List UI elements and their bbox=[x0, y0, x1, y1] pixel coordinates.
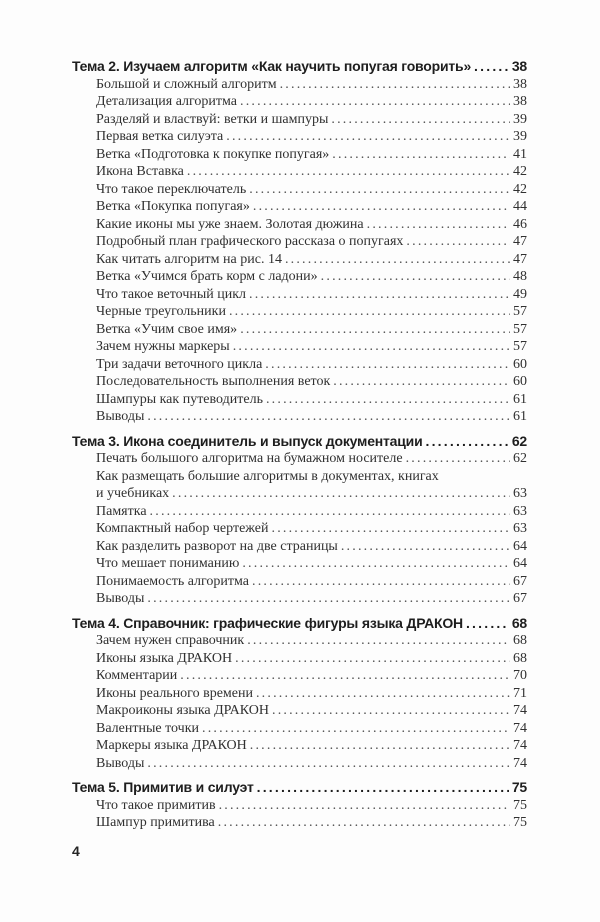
toc-item bbox=[72, 650, 527, 668]
dot-leader bbox=[253, 198, 510, 216]
dot-leader bbox=[147, 590, 510, 608]
toc-item-page: 48 bbox=[513, 269, 527, 284]
toc-section-title: Тема 4. Справочник: графические фигуры языка ДРАКОН bbox=[72, 614, 463, 631]
toc-item bbox=[72, 373, 527, 391]
toc-item-page: 42 bbox=[513, 164, 527, 179]
toc-item bbox=[72, 632, 527, 650]
toc-item bbox=[72, 408, 527, 426]
toc-item bbox=[72, 814, 527, 832]
toc-item bbox=[72, 503, 527, 521]
toc-item bbox=[72, 450, 527, 468]
toc-item-label: и учебниках bbox=[96, 486, 170, 501]
dot-leader bbox=[257, 779, 509, 797]
toc-item-label: Понимаемость алгоритма bbox=[96, 573, 250, 589]
dot-leader bbox=[256, 685, 510, 703]
toc-item-label: Иконы языка ДРАКОН bbox=[96, 650, 233, 666]
dot-leader bbox=[187, 163, 510, 181]
toc-item-label: Большой и сложный алгоритм bbox=[96, 76, 277, 92]
toc-item-page: 74 bbox=[513, 720, 527, 736]
toc-item-label: Первая ветка силуэта bbox=[96, 129, 224, 144]
toc-item-label: Зачем нужен справочник bbox=[96, 633, 245, 648]
toc-item-label: Подробный план графического рассказа о попугаях bbox=[96, 234, 404, 249]
toc-item bbox=[72, 520, 527, 538]
toc-item-label: Иконы реального времени bbox=[96, 685, 253, 701]
toc-item bbox=[72, 93, 527, 111]
toc-item-page: 49 bbox=[513, 286, 527, 302]
page-number: 4 bbox=[72, 843, 80, 859]
dot-leader bbox=[247, 632, 510, 650]
toc-item-page: 74 bbox=[513, 755, 527, 771]
dot-leader bbox=[240, 93, 510, 111]
dot-leader bbox=[333, 373, 510, 391]
toc-item bbox=[72, 555, 527, 573]
toc-item-page: 38 bbox=[513, 94, 527, 109]
toc-item-label: Маркеры языка ДРАКОН bbox=[96, 738, 247, 753]
dot-leader bbox=[272, 702, 510, 720]
toc-item-label: Ветка «Подготовка к покупке попугая» bbox=[96, 146, 330, 162]
toc-item bbox=[72, 268, 527, 286]
toc-item-page: 61 bbox=[513, 409, 527, 424]
toc-item-label: Выводы bbox=[96, 409, 145, 424]
toc-item-page: 47 bbox=[513, 251, 527, 267]
dot-leader bbox=[474, 58, 509, 76]
toc-section-page: 68 bbox=[511, 614, 527, 631]
toc-item bbox=[72, 111, 527, 129]
toc-item-label: Комментарии bbox=[96, 668, 178, 683]
dot-leader bbox=[252, 573, 510, 591]
dot-leader bbox=[233, 338, 510, 356]
toc-item bbox=[72, 356, 527, 374]
dot-leader bbox=[367, 216, 510, 234]
toc-item-label: Печать большого алгоритма на бумажном носителе bbox=[96, 451, 403, 466]
toc-section-title: Тема 3. Икона соединитель и выпуск документации bbox=[72, 432, 423, 449]
dot-leader bbox=[341, 538, 510, 556]
dot-leader bbox=[150, 503, 510, 521]
dot-leader bbox=[229, 303, 510, 321]
toc-item-label: Выводы bbox=[96, 591, 145, 606]
toc-item-label: Икона Вставка bbox=[96, 164, 184, 179]
toc-item bbox=[72, 391, 527, 409]
toc-section-page: 62 bbox=[511, 432, 527, 449]
toc-section-page: 38 bbox=[511, 58, 527, 74]
toc-item-page: 60 bbox=[513, 374, 527, 389]
toc-item-label: Ветка «Учим свое имя» bbox=[96, 321, 238, 337]
toc-item bbox=[72, 685, 527, 703]
toc-item-label: Шампур примитива bbox=[96, 815, 215, 830]
toc-item bbox=[72, 338, 527, 356]
dot-leader bbox=[285, 251, 510, 269]
toc-item-page: 63 bbox=[513, 486, 527, 501]
toc-item-page: 47 bbox=[513, 234, 527, 249]
toc-item-page: 71 bbox=[513, 685, 527, 701]
dot-leader bbox=[272, 520, 511, 538]
toc-item-label: Ветка «Покупка попугая» bbox=[96, 199, 250, 214]
dot-leader bbox=[332, 146, 510, 164]
toc-item-label: Зачем нужны маркеры bbox=[96, 339, 230, 354]
dot-leader bbox=[265, 356, 510, 374]
dot-leader bbox=[218, 814, 510, 832]
toc-item-page: 70 bbox=[513, 668, 527, 683]
toc-item-label: Валентные точки bbox=[96, 720, 200, 736]
toc-item bbox=[72, 755, 527, 773]
toc-item bbox=[72, 720, 527, 738]
toc bbox=[72, 58, 527, 832]
dot-leader bbox=[426, 433, 509, 451]
toc-item-page: 41 bbox=[513, 146, 527, 162]
toc-section bbox=[72, 615, 527, 773]
toc-section-heading bbox=[72, 433, 527, 451]
toc-item-continuation bbox=[72, 485, 527, 503]
toc-item bbox=[72, 251, 527, 269]
toc-item-page: 68 bbox=[513, 633, 527, 648]
toc-item-page: 63 bbox=[513, 521, 527, 536]
toc-item-label: Разделяй и властвуй: ветки и шампуры bbox=[96, 111, 329, 127]
toc-item-page: 39 bbox=[513, 129, 527, 144]
toc-item-page: 64 bbox=[513, 538, 527, 554]
toc-item bbox=[72, 538, 527, 556]
toc-item-page: 44 bbox=[513, 199, 527, 214]
toc-item-page: 75 bbox=[513, 797, 527, 813]
toc-item-label: Как размещать большие алгоритмы в документах, книгах bbox=[96, 468, 439, 484]
toc-item-label: Как читать алгоритм на рис. 14 bbox=[96, 251, 282, 267]
toc-item-label: Компактный набор чертежей bbox=[96, 521, 269, 536]
toc-item-page: 74 bbox=[513, 738, 527, 753]
dot-leader bbox=[280, 76, 510, 94]
toc-item-page: 64 bbox=[513, 556, 527, 571]
dot-leader bbox=[249, 286, 510, 304]
toc-item-page: 60 bbox=[513, 356, 527, 372]
toc-item bbox=[72, 737, 527, 755]
toc-item bbox=[72, 667, 527, 685]
toc-item bbox=[72, 146, 527, 164]
toc-item-label: Детализация алгоритма bbox=[96, 94, 238, 109]
toc-section-heading bbox=[72, 615, 527, 633]
toc-item-label: Что такое веточный цикл bbox=[96, 286, 247, 302]
toc-item bbox=[72, 797, 527, 815]
toc-item bbox=[72, 590, 527, 608]
toc-item bbox=[72, 286, 527, 304]
toc-section-page: 75 bbox=[511, 779, 527, 795]
toc-item bbox=[72, 468, 527, 486]
toc-section-title: Тема 2. Изучаем алгоритм «Как научить попугая говорить» bbox=[72, 58, 472, 74]
toc-item-page: 75 bbox=[513, 815, 527, 830]
toc-item bbox=[72, 321, 527, 339]
dot-leader bbox=[249, 181, 510, 199]
toc-item-label: Выводы bbox=[96, 755, 145, 771]
toc-item-page: 67 bbox=[513, 573, 527, 589]
dot-leader bbox=[266, 391, 510, 409]
toc-item-label: Три задачи веточного цикла bbox=[96, 356, 263, 372]
toc-item-label: Черные треугольники bbox=[96, 304, 226, 319]
toc-item-label: Ветка «Учимся брать корм с ладони» bbox=[96, 269, 318, 284]
toc-item-label: Что такое примитив bbox=[96, 797, 216, 813]
toc-item-page: 67 bbox=[513, 591, 527, 606]
toc-item-label: Какие иконы мы уже знаем. Золотая дюжина bbox=[96, 216, 364, 232]
toc-section-title: Тема 5. Примитив и силуэт bbox=[72, 779, 254, 795]
toc-item bbox=[72, 233, 527, 251]
toc-item-label: Что мешает пониманию bbox=[96, 556, 240, 571]
dot-leader bbox=[219, 797, 510, 815]
toc-section-heading bbox=[72, 58, 527, 76]
dot-leader bbox=[406, 450, 510, 468]
toc-item-label: Как разделить разворот на две страницы bbox=[96, 538, 338, 554]
toc-item-page: 62 bbox=[513, 451, 527, 466]
toc-item-page: 42 bbox=[513, 181, 527, 197]
toc-item-page: 61 bbox=[513, 391, 527, 407]
toc-item bbox=[72, 702, 527, 720]
toc-item-label: Что такое переключатель bbox=[96, 181, 247, 197]
dot-leader bbox=[321, 268, 510, 286]
toc-item bbox=[72, 573, 527, 591]
dot-leader bbox=[202, 720, 510, 738]
toc-item bbox=[72, 181, 527, 199]
toc-section bbox=[72, 433, 527, 608]
dot-leader bbox=[172, 485, 510, 503]
dot-leader bbox=[147, 408, 510, 426]
dot-leader bbox=[240, 321, 510, 339]
toc-item bbox=[72, 198, 527, 216]
toc-section bbox=[72, 779, 527, 832]
toc-item bbox=[72, 216, 527, 234]
toc-item bbox=[72, 76, 527, 94]
toc-item bbox=[72, 163, 527, 181]
toc-item-page: 68 bbox=[513, 650, 527, 666]
toc-item-page: 39 bbox=[513, 111, 527, 127]
toc-item bbox=[72, 128, 527, 146]
dot-leader bbox=[226, 128, 510, 146]
toc-item-label: Макроиконы языка ДРАКОН bbox=[96, 703, 269, 718]
dot-leader bbox=[331, 111, 510, 129]
dot-leader bbox=[235, 650, 510, 668]
toc-section-heading bbox=[72, 779, 527, 797]
toc-item-page: 74 bbox=[513, 703, 527, 718]
dot-leader bbox=[250, 737, 510, 755]
toc-item-label: Шампуры как путеводитель bbox=[96, 391, 263, 407]
toc-item-label: Последовательность выполнения веток bbox=[96, 374, 331, 389]
toc-item-page: 38 bbox=[513, 76, 527, 92]
toc-section bbox=[72, 58, 527, 426]
dot-leader bbox=[466, 615, 509, 633]
toc-item-label: Памятка bbox=[96, 503, 147, 519]
dot-leader bbox=[147, 755, 510, 773]
dot-leader bbox=[406, 233, 510, 251]
toc-item-page: 57 bbox=[513, 304, 527, 319]
dot-leader bbox=[180, 667, 510, 685]
dot-leader bbox=[242, 555, 510, 573]
toc-item-page: 63 bbox=[513, 503, 527, 519]
toc-item bbox=[72, 303, 527, 321]
toc-item-page: 46 bbox=[513, 216, 527, 232]
toc-item-page: 57 bbox=[513, 321, 527, 337]
toc-item-page: 57 bbox=[513, 339, 527, 354]
